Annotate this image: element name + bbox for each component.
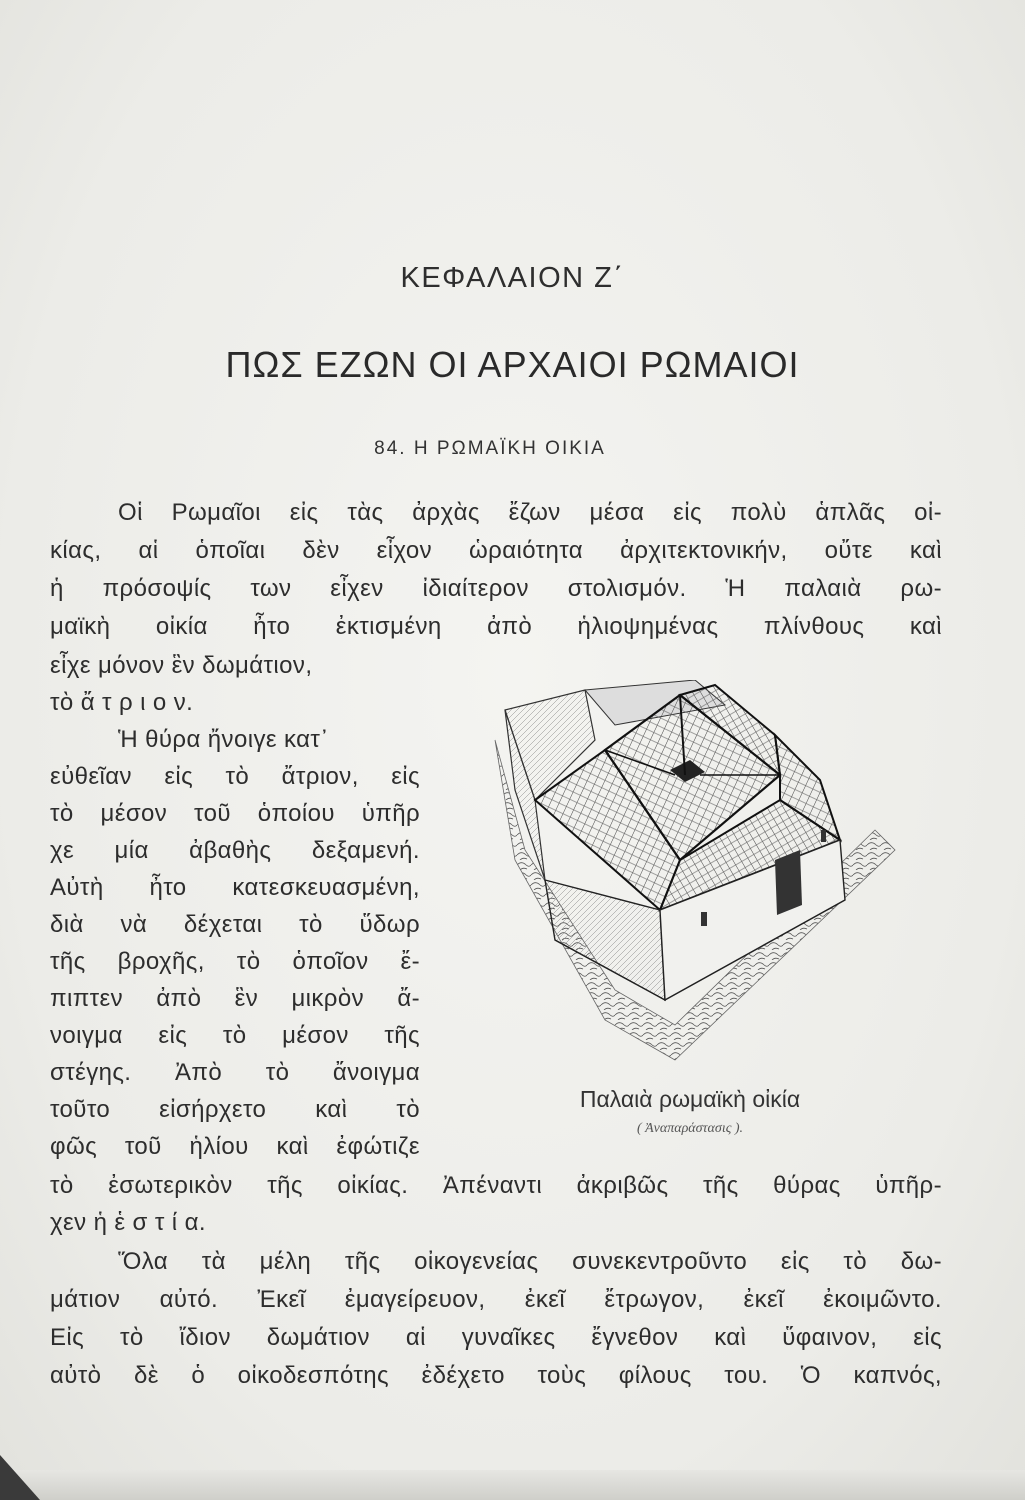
text-line: διὰ νὰ δέχεται τὸ ὕδωρ [50,911,420,938]
text-line: Ἡ θύρα ἤνοιγε κατ᾽ [118,726,329,753]
text-line: χε μία ἀβαθὴς δεξαμενή. [50,837,420,864]
text-line: ἡ πρόσοψίς των εἶχεν ἰδιαίτερον στολισμόν. Ἡ παλαιὰ ρω- [50,575,942,602]
text-line: τὸ ἐσωτερικὸν τῆς οἰκίας. Ἀπέναντι ἀκριβῶς τῆς θύρας ὑπῆρ- [50,1172,942,1199]
text-line: κίας, αἱ ὁποῖαι δὲν εἶχον ὡραιότητα ἀρχιτεκτονικήν, οὔτε καὶ [50,537,942,564]
text-line: τὸ μέσον τοῦ ὁποίου ὑπῆρ [50,800,420,827]
text-line: Ὅλα τὰ μέλη τῆς οἰκογενείας συνεκεντροῦντο εἰς τὸ δω- [118,1248,942,1275]
text-line: τῆς βροχῆς, τὸ ὁποῖον ἔ- [50,948,420,975]
figure-caption: Παλαιὰ ρωμαϊκὴ οἰκία [579,1086,801,1112]
section-heading: 84. Η ΡΩΜΑΪΚΗ ΟΙΚΙΑ [374,438,606,459]
text-line: μάτιον αὐτό. Ἐκεῖ ἐμαγείρευον, ἐκεῖ ἔτρωγον, ἐκεῖ ἐκοιμῶντο. [50,1286,942,1313]
text-line: τοῦτο εἰσήρχετο καὶ τὸ [50,1096,420,1123]
text-line: φῶς τοῦ ἡλίου καὶ ἐφώτιζε [50,1133,420,1160]
page-bottom-edge [0,1470,1025,1500]
text-line: Οἱ Ρωμαῖοι εἰς τὰς ἀρχὰς ἔζων μέσα εἰς πολὺ ἁπλᾶς οἰ- [118,499,942,526]
text-line: εἶχε μόνον ἓν δωμάτιον, [50,652,313,679]
text-line: νοιγμα εἰς τὸ μέσον τῆς [50,1022,420,1049]
text-line: Εἰς τὸ ἴδιον δωμάτιον αἱ γυναῖκες ἔγνεθον καὶ ὕφαινον, εἰς [50,1324,942,1351]
chapter-title: ΠΩΣ ΕΖΩΝ ΟΙ ΑΡΧΑΙΟΙ ΡΩΜΑΙΟΙ [225,344,800,385]
roman-house-illustration [475,680,905,1070]
text-line: αὐτὸ δὲ ὁ οἰκοδεσπότης ἐδέχετο τοὺς φίλους του. Ὁ καπνός, [50,1362,942,1389]
text-line: χεν ἡ ἑ σ τ ί α. [50,1209,206,1236]
text-line: στέγης. Ἀπὸ τὸ ἄνοιγμα [50,1059,420,1086]
text-line: τὸ ἄ τ ρ ι ο ν. [50,689,194,716]
text-line: μαϊκὴ οἰκία ἦτο ἐκτισμένη ἀπὸ ἡλιοψημένας πλίνθους καὶ [50,613,942,640]
page-corner [0,1455,40,1500]
chapter-heading: ΚΕΦΑΛΑΙΟΝ Ζ΄ [400,262,625,294]
figure-subcaption: ( Ἀναπαράστασις ). [636,1121,744,1136]
text-line: Αὐτὴ ἦτο κατεσκευασμένη, [50,874,420,901]
text-line: πιπτεν ἀπὸ ἓν μικρὸν ἄ- [50,985,420,1012]
text-line: εὐθεῖαν εἰς τὸ ἄτριον, εἰς [50,763,420,790]
